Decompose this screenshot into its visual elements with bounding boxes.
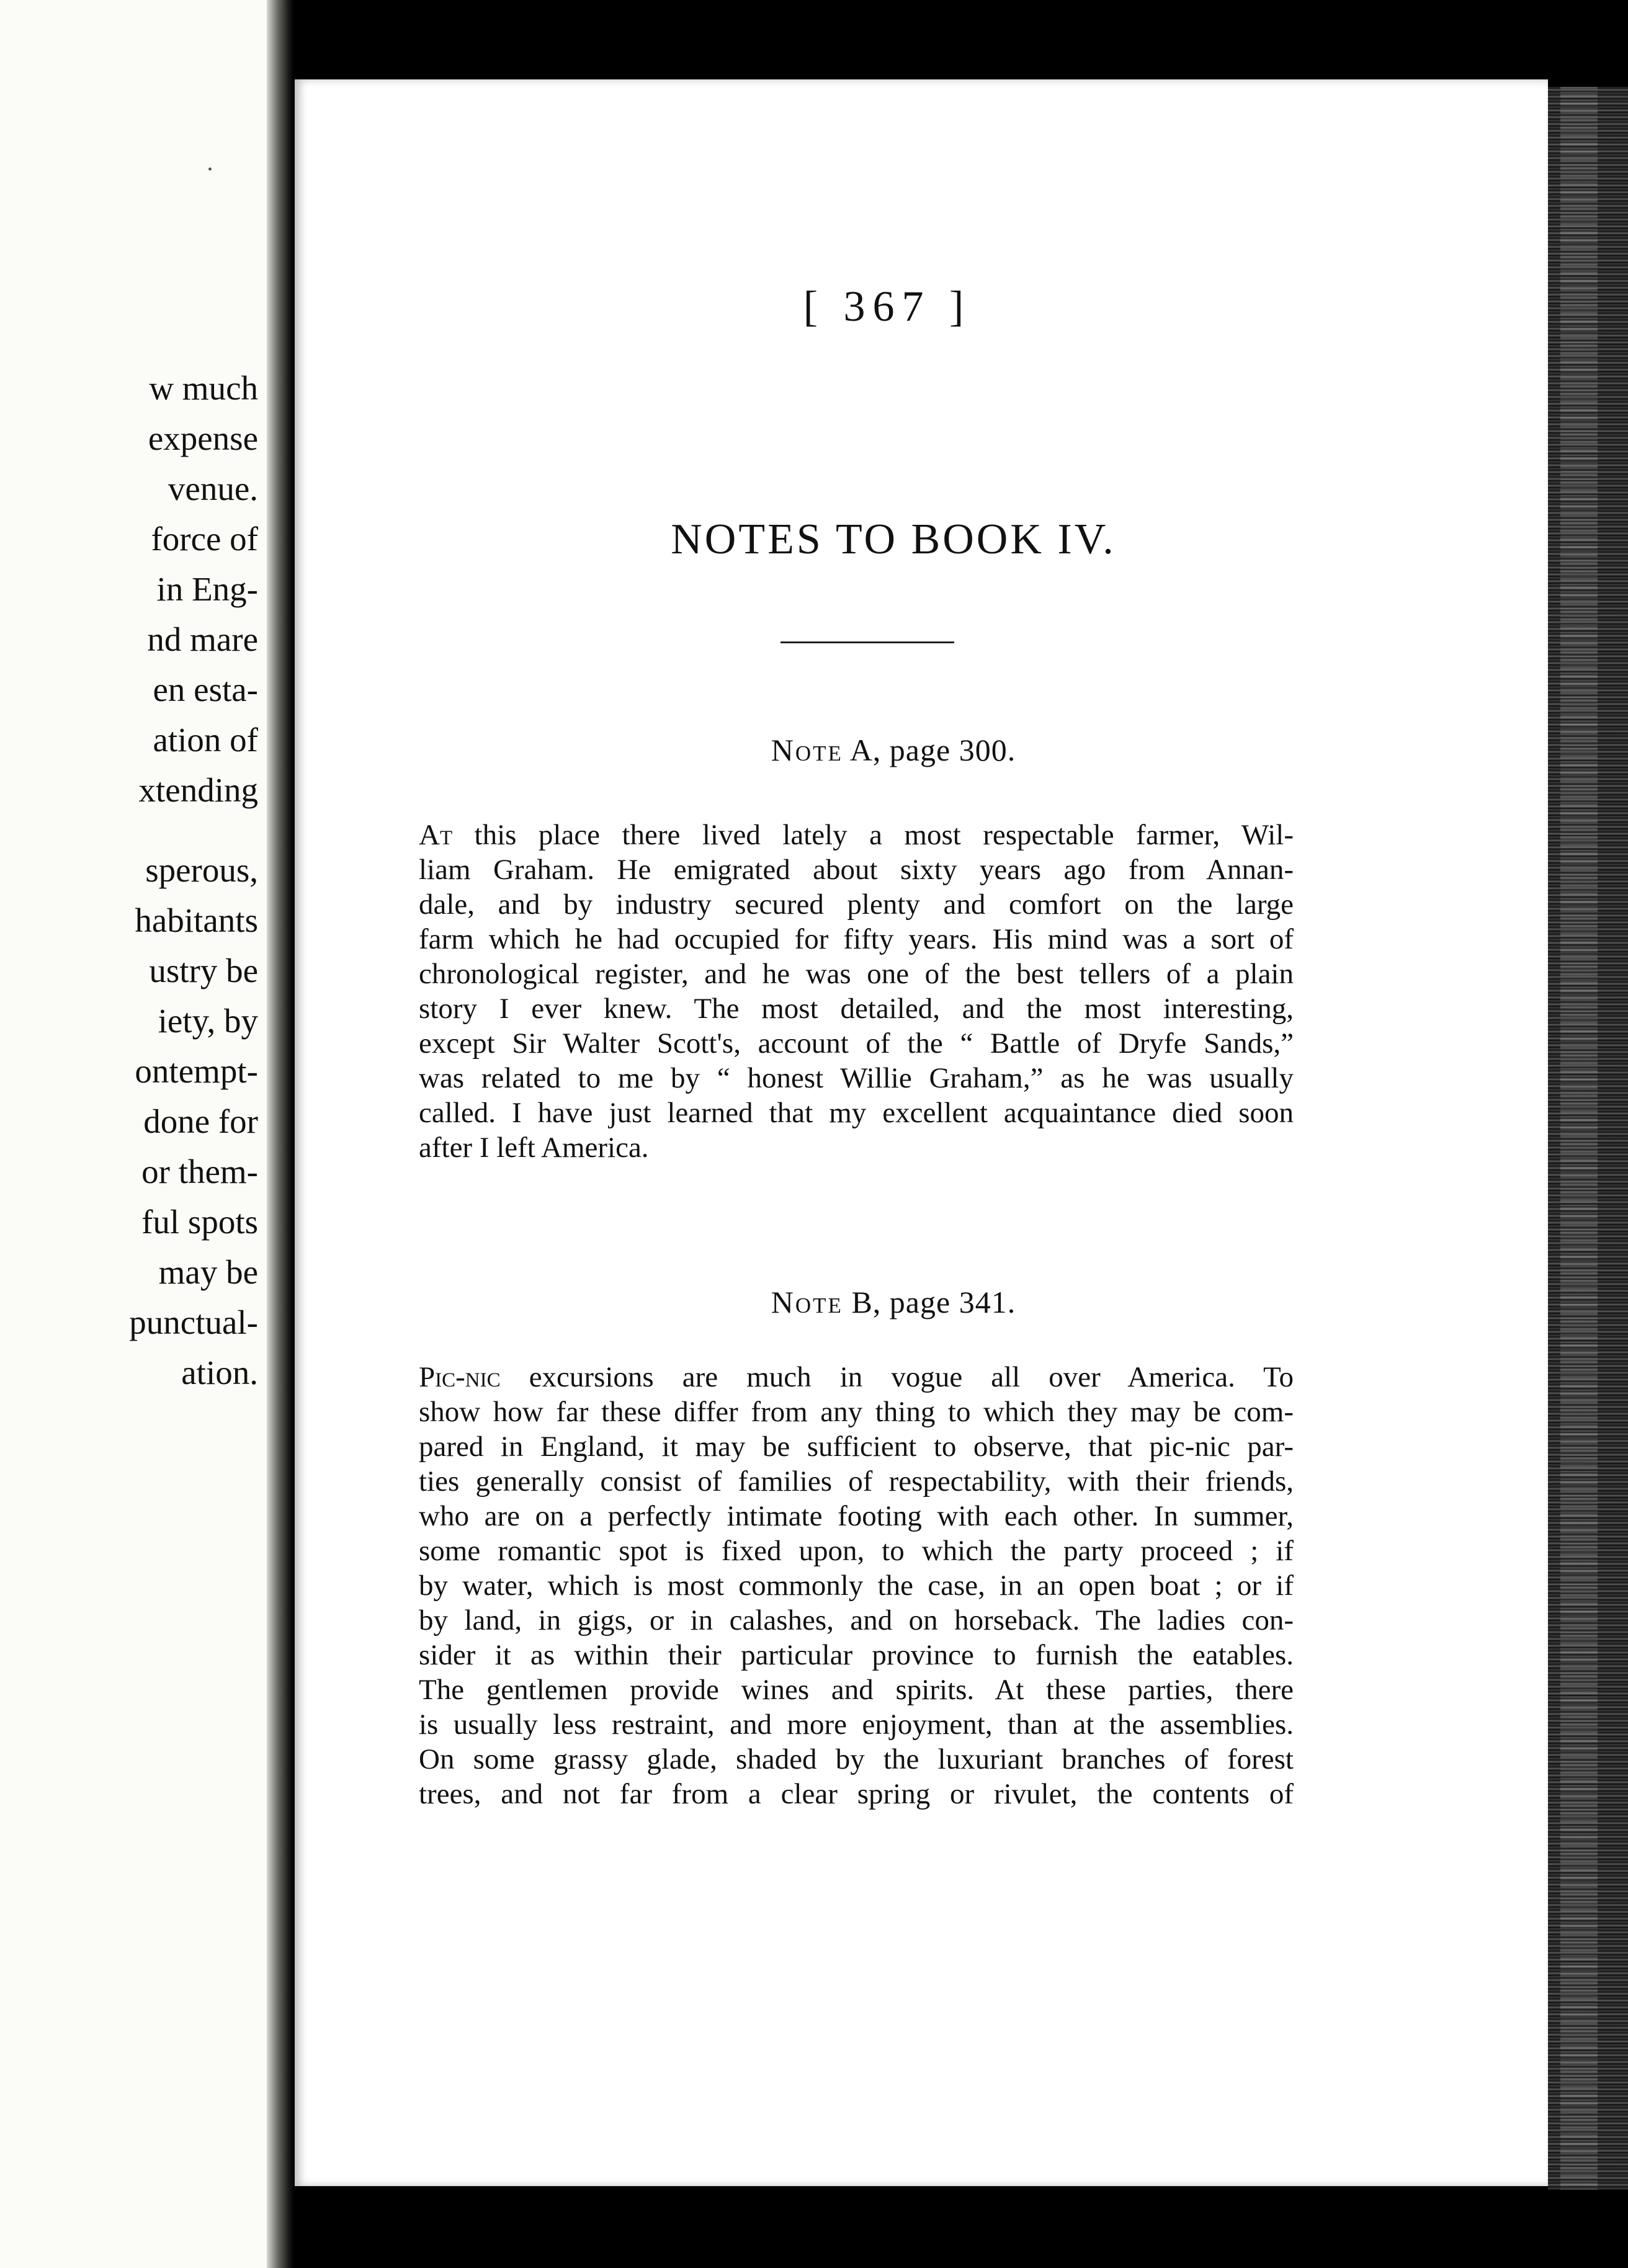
text-line: At this place there lived lately a most respectable farmer, Wil- (419, 819, 1294, 851)
left-page-text (0, 363, 258, 1398)
text-line: dale, and by industry secured plenty and comfort on the large (419, 888, 1294, 921)
page-number: [ 367 ] (803, 283, 972, 331)
left-line: done for (143, 1102, 258, 1140)
text-line: chronological register, and he was one of the best tellers of a plain (419, 958, 1294, 990)
left-line: force of (151, 520, 258, 558)
title-rule (780, 641, 954, 643)
left-line: expense (148, 419, 258, 457)
note-a-text (419, 818, 1294, 1165)
left-line: ustry be (149, 952, 258, 989)
left-line: or them- (141, 1153, 258, 1190)
text-line: liam Graham. He emigrated about sixty years ago from Annan- (419, 854, 1294, 886)
text-line: called. I have just learned that my excellent acquaintance died soon (419, 1097, 1294, 1129)
left-line: ation of (153, 721, 258, 759)
left-line: iety, by (158, 1002, 258, 1040)
note-a-label: Note (771, 733, 843, 767)
left-line: xtending (138, 771, 258, 809)
text-line: Pic-nic excursions are much in vogue all over America. To (419, 1361, 1294, 1393)
note-b-label: Note (771, 1285, 843, 1319)
left-line: ontempt- (135, 1052, 258, 1090)
text-line: trees, and not far from a clear spring or rivulet, the contents of (419, 1778, 1294, 1810)
text-line: was related to me by “ honest Willie Graham,” as he was usually (419, 1062, 1294, 1094)
left-line: in Eng- (156, 570, 258, 608)
left-page-fragment (0, 0, 267, 2268)
book-gutter (267, 0, 294, 2268)
text-line: show how far these differ from any thing to which they may be com- (419, 1396, 1294, 1428)
left-line: venue. (168, 470, 258, 507)
left-line: ful spots (141, 1203, 258, 1241)
left-line: habitants (135, 901, 258, 939)
note-b-reference: B, page 341. (843, 1285, 1016, 1319)
note-a-heading (583, 732, 1204, 768)
left-line: punctual- (129, 1303, 258, 1341)
text-line: farm which he had occupied for fifty years. His mind was a sort of (419, 923, 1294, 955)
text-line: pared in England, it may be sufficient to observe, that pic-nic par- (419, 1431, 1294, 1463)
text-line: story I ever knew. The most detailed, and the most interesting, (419, 993, 1294, 1025)
text-line: is usually less restraint, and more enjoyment, than at the assemblies. (419, 1708, 1294, 1741)
stray-mark (208, 167, 212, 171)
text-line: except Sir Walter Scott's, account of the “ Battle of Dryfe Sands,” (419, 1027, 1294, 1060)
text-line: ties generally consist of families of respectability, with their friends, (419, 1465, 1294, 1498)
text-line: by land, in gigs, or in calashes, and on horseback. The ladies con- (419, 1604, 1294, 1636)
section-title: NOTES TO BOOK IV. (671, 516, 1116, 563)
text-line: sider it as within their particular province to furnish the eatables. (419, 1639, 1294, 1671)
text-line: after I left America. (419, 1132, 649, 1164)
note-b-text (419, 1360, 1294, 1811)
note-b-heading (583, 1284, 1204, 1320)
note-a-reference: A, page 300. (843, 733, 1016, 767)
left-line: nd mare (147, 620, 258, 658)
page-edge-strip (1548, 87, 1628, 2190)
note-a-lead-word: At (419, 819, 453, 851)
text-line: On some grassy glade, shaded by the luxuriant branches of forest (419, 1743, 1294, 1775)
left-line: w much (149, 369, 258, 407)
note-b-lead-word: Pic-nic (419, 1361, 501, 1393)
text-line: The gentlemen provide wines and spirits. At these parties, there (419, 1674, 1294, 1706)
text-line: who are on a perfectly intimate footing with each other. In summer, (419, 1500, 1294, 1532)
left-line-gap (0, 815, 258, 845)
left-line: ation. (181, 1354, 258, 1391)
left-line: may be (158, 1253, 258, 1291)
left-line: en esta- (153, 671, 258, 708)
text-line: by water, which is most commonly the case, in an open boat ; or if (419, 1569, 1294, 1602)
left-line: sperous, (145, 851, 258, 889)
text-line: some romantic spot is fixed upon, to which the party proceed ; if (419, 1535, 1294, 1567)
